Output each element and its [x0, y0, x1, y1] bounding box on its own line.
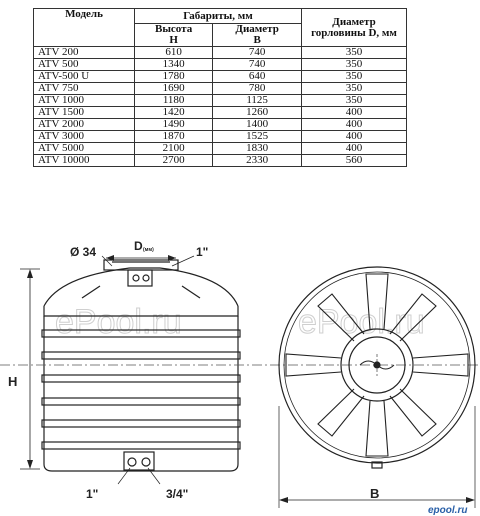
cell-diameter: 740	[213, 47, 302, 59]
table-row	[34, 119, 407, 131]
cell-height: 1180	[135, 95, 213, 107]
table-header-row	[34, 9, 407, 24]
cell-model: ATV 1500	[34, 107, 135, 119]
cell-model: ATV 3000	[34, 131, 135, 143]
cell-diameter: 1125	[213, 95, 302, 107]
cell-neck: 350	[302, 95, 407, 107]
cell-model: ATV 5000	[34, 143, 135, 155]
col-neck-label: Диаметр горловины D, мм	[311, 15, 397, 39]
col-height-label: Высота	[155, 23, 193, 35]
cell-neck: 400	[302, 119, 407, 131]
cell-height: 1490	[135, 119, 213, 131]
label-H: H	[8, 374, 18, 389]
cell-neck: 350	[302, 47, 407, 59]
cell-diameter: 780	[213, 83, 302, 95]
col-diam-label: Диаметр	[235, 23, 279, 35]
cell-neck: 400	[302, 107, 407, 119]
col-dims-header: Габариты, мм	[135, 9, 302, 24]
table-row	[34, 95, 407, 107]
table-row	[34, 155, 407, 167]
cell-height: 2700	[135, 155, 213, 167]
cell-model: ATV 200	[34, 47, 135, 59]
col-model-header: Модель	[34, 9, 135, 47]
cell-height: 610	[135, 47, 213, 59]
cell-model: ATV 750	[34, 83, 135, 95]
watermark-right: ePool.ru	[298, 303, 425, 341]
cell-height: 1340	[135, 59, 213, 71]
cell-height: 1420	[135, 107, 213, 119]
watermark-left: ePool.ru	[55, 303, 182, 341]
side-view	[20, 255, 240, 484]
label-bottom-right: 3/4"	[166, 487, 189, 501]
cell-diameter: 640	[213, 71, 302, 83]
cell-model: ATV 500	[34, 59, 135, 71]
cell-diameter: 2330	[213, 155, 302, 167]
brand-logo: epool.ru	[428, 505, 468, 516]
cell-model: ATV 1000	[34, 95, 135, 107]
cell-height: 1870	[135, 131, 213, 143]
table-row	[34, 71, 407, 83]
spec-table	[33, 8, 407, 167]
label-d34: Ø 34	[70, 245, 97, 259]
cell-neck: 400	[302, 131, 407, 143]
col-height-symbol: H	[169, 34, 178, 46]
col-neck-header	[302, 9, 407, 47]
table-row	[34, 131, 407, 143]
table-row	[34, 143, 407, 155]
col-diam-header	[213, 24, 302, 47]
cell-diameter: 1525	[213, 131, 302, 143]
cell-model: ATV 2000	[34, 119, 135, 131]
cell-model: ATV 10000	[34, 155, 135, 167]
cell-diameter: 1260	[213, 107, 302, 119]
label-bottom-left: 1"	[86, 487, 99, 501]
col-height-header	[135, 24, 213, 47]
col-diam-symbol: B	[253, 34, 261, 46]
label-D-sub: (мм)	[143, 247, 154, 253]
label-top-fitting: 1"	[196, 245, 209, 259]
cell-neck: 350	[302, 83, 407, 95]
table-row	[34, 83, 407, 95]
cell-height: 2100	[135, 143, 213, 155]
cell-neck: 350	[302, 71, 407, 83]
table-row	[34, 47, 407, 59]
tank-drawing	[0, 226, 480, 516]
cell-diameter: 1830	[213, 143, 302, 155]
table-row	[34, 59, 407, 71]
cell-neck: 350	[302, 59, 407, 71]
cell-height: 1780	[135, 71, 213, 83]
cell-model: ATV-500 U	[34, 71, 135, 83]
cell-neck: 560	[302, 155, 407, 167]
cell-neck: 400	[302, 143, 407, 155]
table-body	[34, 47, 407, 167]
table-row	[34, 107, 407, 119]
cell-diameter: 740	[213, 59, 302, 71]
cell-diameter: 1400	[213, 119, 302, 131]
cell-height: 1690	[135, 83, 213, 95]
label-D: D	[134, 239, 143, 253]
label-B: B	[370, 486, 380, 501]
